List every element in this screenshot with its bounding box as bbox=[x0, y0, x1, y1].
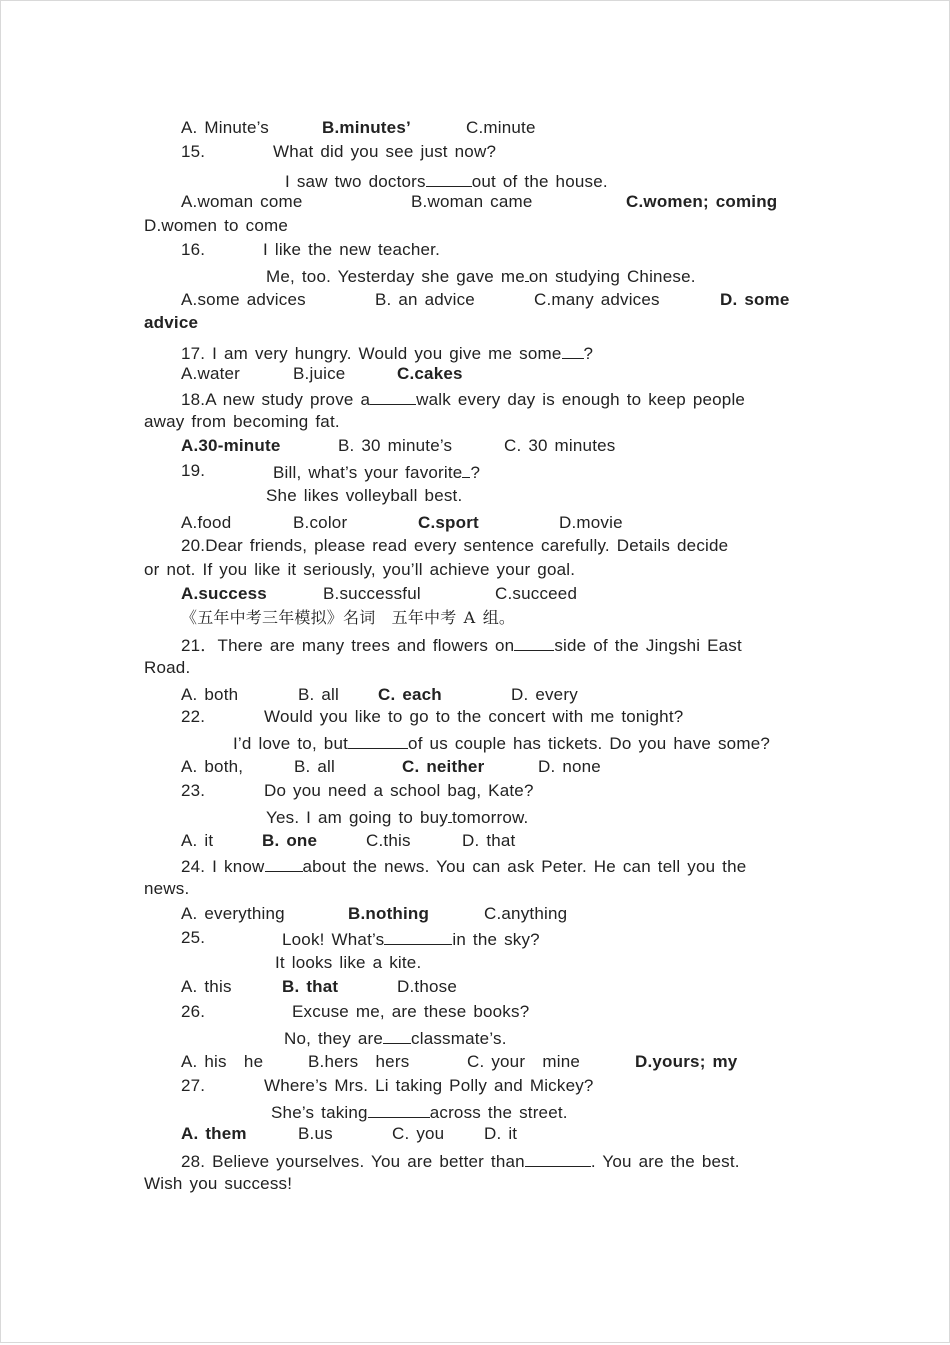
q22-blank bbox=[348, 732, 408, 749]
q17-option-c-answer: C.cakes bbox=[397, 364, 463, 383]
q26-option-c: C. your mine bbox=[467, 1052, 581, 1071]
q19-text: Bill, what’s your favorite bbox=[273, 463, 463, 482]
q18-option-c: C. 30 minutes bbox=[504, 436, 616, 455]
q23-answer-post: tomorrow. bbox=[452, 808, 529, 827]
q19-question bbox=[273, 461, 480, 483]
q16-option-c: C.many advices bbox=[534, 290, 660, 309]
q23-option-d: D. that bbox=[462, 831, 516, 850]
q25-text: Look! What’s bbox=[282, 930, 385, 949]
q20-option-b: B.successful bbox=[323, 584, 421, 603]
q21-question-line1 bbox=[181, 634, 742, 656]
q17-end: ? bbox=[583, 344, 594, 363]
q18-text-pre: 18.A new study prove a bbox=[181, 390, 371, 409]
q28-text-pre: 28. Believe yourselves. You are better than bbox=[181, 1152, 525, 1171]
q25-end: in the sky? bbox=[452, 930, 540, 949]
q16-option-d-answer: D. some bbox=[720, 290, 790, 309]
q28-blank bbox=[525, 1150, 591, 1167]
q26-text: Excuse me, are these books bbox=[292, 1002, 520, 1021]
q16-question: I like the new teacher. bbox=[263, 240, 441, 259]
q19-option-c-answer: C.sport bbox=[418, 513, 479, 532]
q27-answer bbox=[271, 1101, 568, 1123]
q26-option-d-answer: D.yours; my bbox=[635, 1052, 738, 1071]
q18-text-post: walk every day is enough to keep people bbox=[416, 390, 746, 409]
q17-option-a: A.water bbox=[181, 364, 241, 383]
q22-answer-post: of us couple has tickets. Do you have some? bbox=[408, 734, 770, 753]
q25-blank bbox=[384, 928, 452, 945]
q25-option-a: A. this bbox=[181, 977, 232, 996]
q28-question-line1 bbox=[181, 1150, 740, 1172]
q24-text-pre: 24. I know bbox=[181, 857, 265, 876]
q18-question-line1 bbox=[181, 388, 745, 410]
q19-option-a: A.food bbox=[181, 513, 232, 532]
q22-number: 22. bbox=[181, 707, 206, 726]
q15-option-c-answer: C.women; coming bbox=[626, 192, 778, 211]
q15-option-b: B.woman came bbox=[411, 192, 533, 211]
q16-answer-pre: Me, too. Yesterday she gave me bbox=[266, 267, 525, 286]
q22-option-d: D. none bbox=[538, 757, 601, 776]
q25-option-d: D.those bbox=[397, 977, 457, 996]
q22-question: Would you like to go to the concert with me tonight? bbox=[264, 707, 684, 726]
q19-number: 19. bbox=[181, 461, 206, 480]
q15-option-d: D.women to come bbox=[144, 216, 288, 235]
q23-option-c: C.this bbox=[366, 831, 411, 850]
q26-question bbox=[292, 1002, 529, 1022]
q23-number: 23. bbox=[181, 781, 206, 800]
q14-option-b-answer: B.minutes’ bbox=[322, 118, 411, 137]
q17-blank bbox=[562, 342, 584, 359]
q18-question-line2: away from becoming fat. bbox=[144, 412, 340, 431]
q24-option-b-answer: B.nothing bbox=[348, 904, 430, 923]
q24-option-c: C.anything bbox=[484, 904, 568, 923]
section-heading: 《五年中考三年模拟》名词 五年中考 A 组。 bbox=[181, 608, 516, 627]
q26-option-b: B.hers hers bbox=[308, 1052, 410, 1071]
q15-answer-post: out of the house. bbox=[471, 172, 608, 191]
q27-blank bbox=[368, 1101, 430, 1118]
q27-option-b: B.us bbox=[298, 1124, 333, 1143]
q20-question-line2: or not. If you like it seriously, you’ll achieve your goal. bbox=[144, 560, 576, 579]
q23-option-b-answer: B. one bbox=[262, 831, 318, 850]
q15-blank bbox=[426, 170, 472, 187]
q27-option-a-answer: A. them bbox=[181, 1124, 247, 1143]
q20-option-c: C.succeed bbox=[495, 584, 578, 603]
q19-option-b: B.color bbox=[293, 513, 348, 532]
q19-option-d: D.movie bbox=[559, 513, 623, 532]
q18-option-b: B. 30 minute’s bbox=[338, 436, 453, 455]
q21-option-c-answer: C. each bbox=[378, 685, 442, 704]
q21-question-line2: Road. bbox=[144, 658, 191, 677]
q21-text-post: side of the Jingshi East bbox=[554, 636, 742, 655]
q14-option-a: A. Minute’s bbox=[181, 118, 269, 137]
q22-option-c-answer: C. neither bbox=[402, 757, 485, 776]
q26-blank bbox=[383, 1027, 411, 1044]
q27-answer-pre: She’s taking bbox=[271, 1103, 368, 1122]
q14-option-c: C.minute bbox=[466, 118, 536, 137]
q24-question-line1 bbox=[181, 855, 746, 877]
q16-number: 16. bbox=[181, 240, 206, 259]
q17-text: 17. I am very hungry. Would you give me some bbox=[181, 344, 562, 363]
q24-blank bbox=[265, 855, 303, 872]
q24-option-a: A. everything bbox=[181, 904, 285, 923]
q28-text-post: . You are the best. bbox=[590, 1152, 740, 1171]
q16-option-a: A.some advices bbox=[181, 290, 306, 309]
q16-option-b: B. an advice bbox=[375, 290, 475, 309]
q15-number: 15. bbox=[181, 142, 206, 161]
q16-answer bbox=[266, 265, 696, 287]
q26-answer-pre: No, they are bbox=[284, 1029, 384, 1048]
q23-question: Do you need a school bag, Kate? bbox=[264, 781, 534, 800]
q15-question: What did you see just now? bbox=[273, 142, 497, 161]
q16-answer-post: on studying Chinese. bbox=[528, 267, 696, 286]
q27-number: 27. bbox=[181, 1076, 206, 1095]
q23-answer-pre: Yes. I am going to buy bbox=[266, 808, 448, 827]
q23-answer bbox=[266, 806, 528, 828]
q22-answer bbox=[233, 732, 770, 754]
q15-option-a: A.woman come bbox=[181, 192, 303, 211]
q27-option-d: D. it bbox=[484, 1124, 518, 1143]
q22-option-b: B. all bbox=[294, 757, 335, 776]
q23-option-a: A. it bbox=[181, 831, 214, 850]
q20-question-line1: 20.Dear friends, please read every sentence carefully. Details decide bbox=[181, 536, 729, 555]
q17-option-b: B.juice bbox=[293, 364, 346, 383]
q21-option-b: B. all bbox=[298, 685, 339, 704]
q26-answer bbox=[284, 1027, 507, 1049]
q21-blank bbox=[514, 634, 554, 651]
q27-answer-post: across the street. bbox=[429, 1103, 568, 1122]
q28-question-line2: Wish you success! bbox=[144, 1174, 293, 1193]
q25-number: 25. bbox=[181, 928, 206, 947]
q15-answer bbox=[285, 170, 608, 192]
q24-question-line2: news. bbox=[144, 879, 190, 898]
q16-option-d-answer-cont: advice bbox=[144, 313, 199, 332]
q22-answer-pre: I’d love to, but bbox=[233, 734, 349, 753]
q19-end: ? bbox=[470, 463, 481, 482]
q18-blank bbox=[370, 388, 416, 405]
q19-answer: She likes volleyball best. bbox=[266, 486, 463, 505]
q21-text-pre: 21．There are many trees and flowers on bbox=[181, 636, 515, 655]
q25-question bbox=[282, 928, 540, 950]
q26-number: 26. bbox=[181, 1002, 206, 1021]
q25-option-b-answer: B. that bbox=[282, 977, 339, 996]
q18-option-a-answer: A.30-minute bbox=[181, 436, 281, 455]
q26-answer-post: classmate’s. bbox=[411, 1029, 507, 1048]
q25-answer: It looks like a kite. bbox=[275, 953, 422, 972]
q21-option-a: A. both bbox=[181, 685, 239, 704]
q20-option-a-answer: A.success bbox=[181, 584, 267, 603]
q27-question: Where’s Mrs. Li taking Polly and Mickey? bbox=[264, 1076, 594, 1095]
q24-text-post: about the news. You can ask Peter. He can tell you the bbox=[302, 857, 747, 876]
q15-answer-pre: I saw two doctors bbox=[285, 172, 426, 191]
q22-option-a: A. both, bbox=[181, 757, 244, 776]
q26-end: ? bbox=[519, 1002, 530, 1021]
q26-option-a: A. his he bbox=[181, 1052, 264, 1071]
q21-option-d: D. every bbox=[511, 685, 578, 704]
q27-option-c: C. you bbox=[392, 1124, 445, 1143]
q17-question bbox=[181, 342, 593, 364]
